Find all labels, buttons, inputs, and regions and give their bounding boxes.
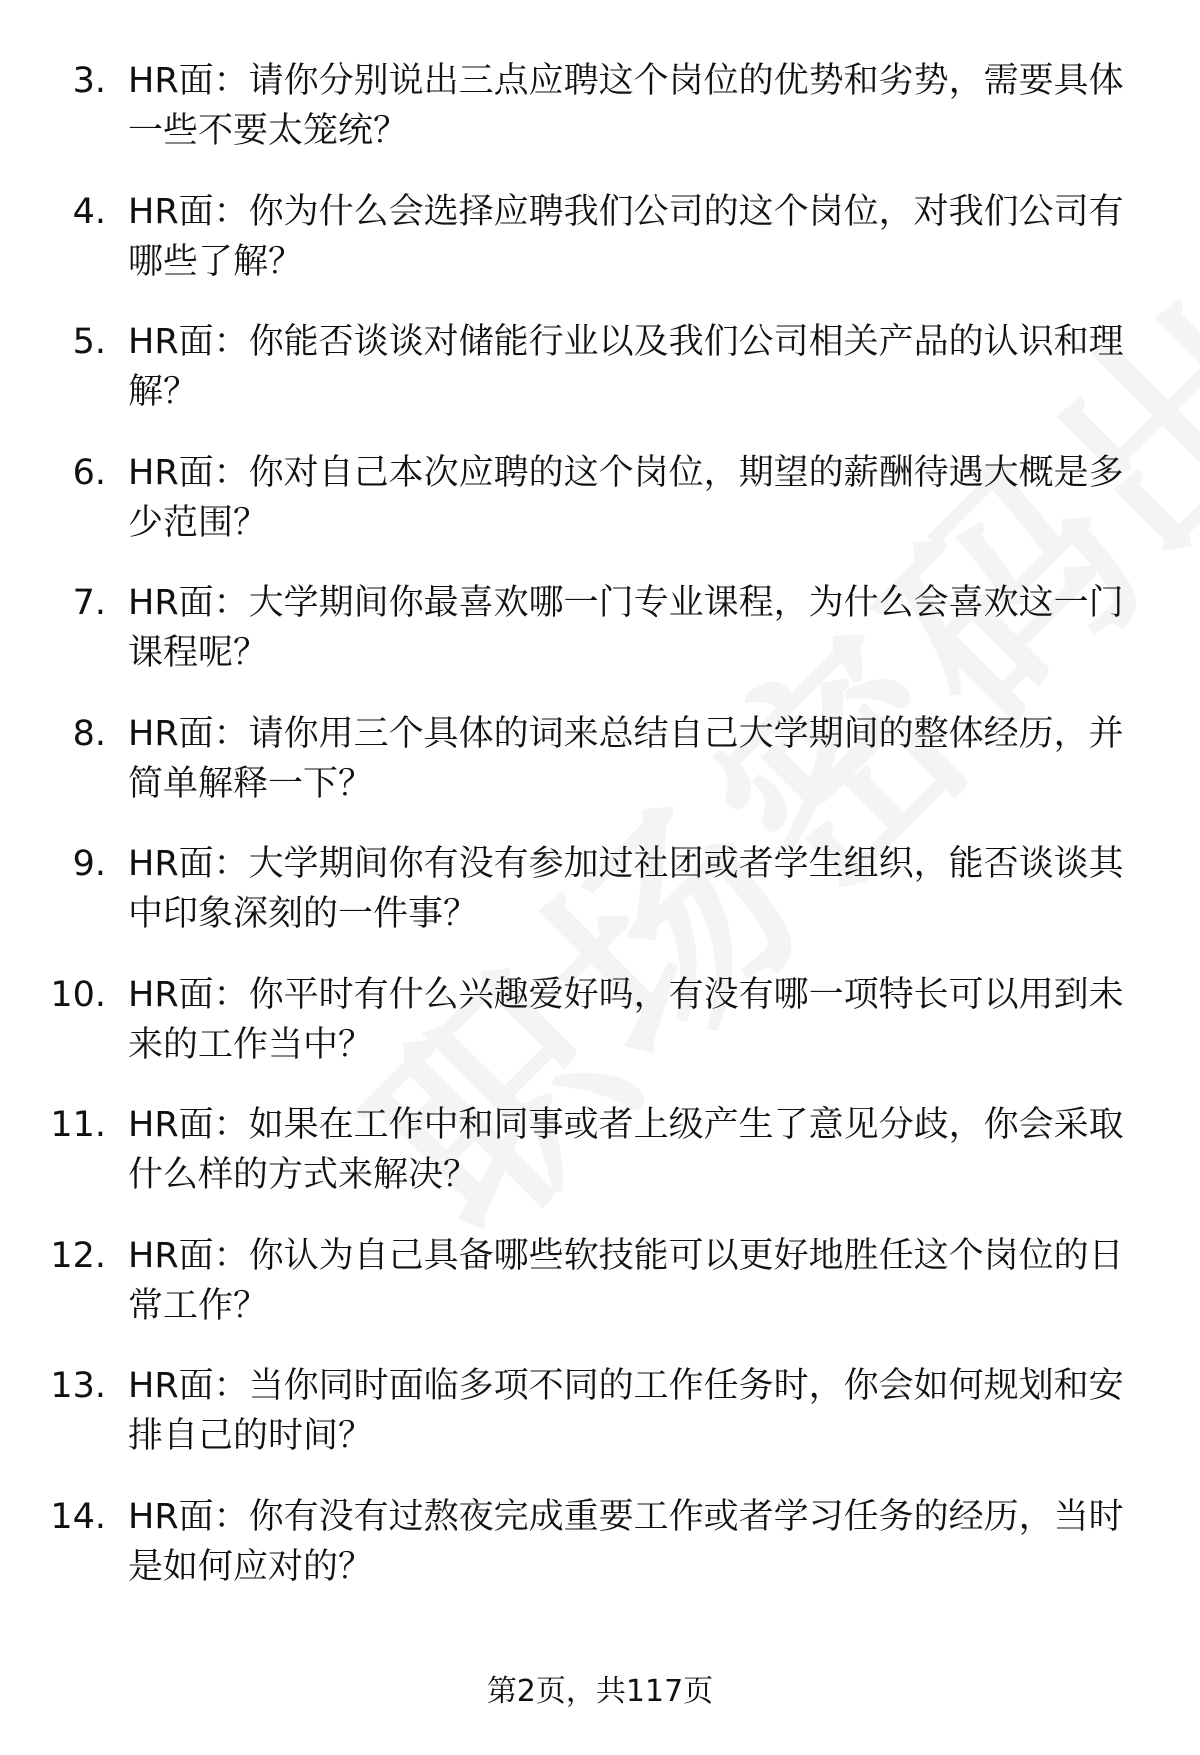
question-item-10 <box>0 970 1200 1101</box>
question-number: 11. <box>50 1105 106 1145</box>
page-number-footer: 第2页，共117页 <box>486 1674 714 1709</box>
question-item-7 <box>0 578 1200 709</box>
question-list <box>0 56 1200 1622</box>
question-text: HR面：你能否谈谈对储能行业以及我们公司相关产品的认识和理解？ <box>128 322 1124 412</box>
question-text: HR面：你为什么会选择应聘我们公司的这个岗位，对我们公司有哪些了解？ <box>128 191 1124 282</box>
question-item-12 <box>0 1231 1200 1362</box>
question-item-9 <box>0 839 1200 970</box>
question-text: HR面：请你分别说出三点应聘这个岗位的优势和劣势，需要具体一些不要太笼统？ <box>128 61 1124 151</box>
question-number: 7. <box>72 583 106 623</box>
question-text: HR面：你有没有过熬夜完成重要工作或者学习任务的经历，当时是如何应对的？ <box>128 1496 1124 1587</box>
question-number: 10. <box>50 974 106 1015</box>
question-item-11 <box>0 1100 1200 1231</box>
question-text: HR面：请你用三个具体的词来总结自己大学期间的整体经历，并简单解释一下？ <box>128 713 1124 804</box>
question-number: 14. <box>50 1496 106 1537</box>
question-number: 9. <box>72 844 106 884</box>
question-number: 5. <box>72 322 106 362</box>
question-number: 13. <box>50 1366 106 1406</box>
question-item-3 <box>0 56 1200 187</box>
question-text: HR面：你平时有什么兴趣爱好吗，有没有哪一项特长可以用到未来的工作当中？ <box>128 974 1124 1065</box>
question-text: HR面：当你同时面临多项不同的工作任务时，你会如何规划和安排自己的时间？ <box>128 1366 1124 1456</box>
question-item-8 <box>0 709 1200 840</box>
question-item-5 <box>0 317 1200 448</box>
question-item-14 <box>0 1492 1200 1623</box>
question-number: 12. <box>50 1235 106 1276</box>
question-number: 3. <box>72 61 106 101</box>
question-text: HR面：如果在工作中和同事或者上级产生了意见分歧，你会采取什么样的方式来解决？ <box>128 1105 1124 1195</box>
question-number: 6. <box>72 452 106 493</box>
question-item-6 <box>0 448 1200 579</box>
question-text: HR面：大学期间你最喜欢哪一门专业课程，为什么会喜欢这一门课程呢？ <box>128 583 1124 673</box>
question-number: 4. <box>72 191 106 232</box>
question-item-13 <box>0 1361 1200 1492</box>
question-item-4 <box>0 187 1200 318</box>
question-text: HR面：大学期间你有没有参加过社团或者学生组织，能否谈谈其中印象深刻的一件事？ <box>128 844 1124 934</box>
question-number: 8. <box>72 713 106 754</box>
question-text: HR面：你认为自己具备哪些软技能可以更好地胜任这个岗位的日常工作？ <box>128 1235 1124 1326</box>
question-text: HR面：你对自己本次应聘的这个岗位，期望的薪酬待遇大概是多少范围？ <box>128 452 1124 543</box>
